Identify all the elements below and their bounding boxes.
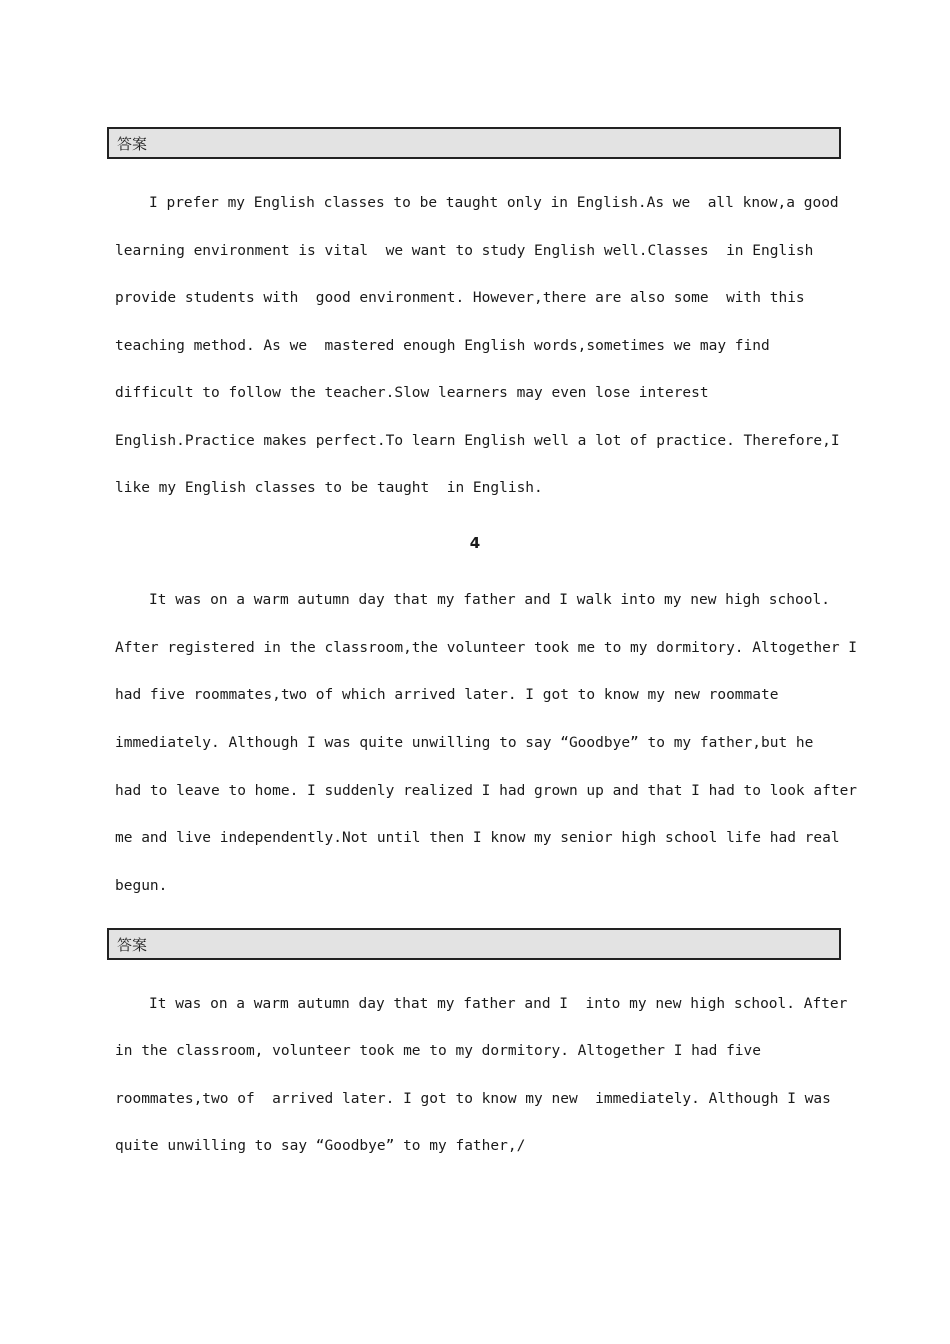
text-line: After registered in the classroom,the volunteer took me to my dormitory. Altogether I — [115, 640, 858, 656]
answer-label: 答案 — [117, 936, 148, 954]
text-line: difficult to follow the teacher.Slow learners may even lose interest — [115, 385, 709, 401]
text-line: like my English classes to be taught in English. — [115, 480, 543, 496]
text-line: teaching method. As we mastered enough English words,sometimes we may find — [115, 338, 770, 354]
text-line: I prefer my English classes to be taught only in English.As we all know,a good — [149, 195, 839, 211]
text-line: It was on a warm autumn day that my father and I into my new high school. After — [149, 996, 848, 1012]
text-line: roommates,two of arrived later. I got to know my new immediately. Although I was — [115, 1091, 831, 1107]
text-line: had to leave to home. I suddenly realized I had grown up and that I had to look after — [115, 783, 858, 799]
text-line: learning environment is vital we want to study English well.Classes in English — [115, 243, 814, 259]
text-line: immediately. Although I was quite unwilling to say “Goodbye” to my father,but he — [115, 735, 814, 751]
text-line: quite unwilling to say “Goodbye” to my father,/ — [115, 1138, 526, 1154]
answer-header — [107, 928, 841, 960]
answer-label: 答案 — [117, 135, 148, 153]
text-line: begun. — [115, 878, 168, 894]
answer-header — [107, 127, 841, 159]
text-line: provide students with good environment. However,there are also some with this — [115, 290, 805, 306]
text-line: It was on a warm autumn day that my father and I walk into my new high school. — [149, 592, 830, 608]
text-line: had five roommates,two of which arrived later. I got to know my new roommate — [115, 687, 779, 703]
text-line: English.Practice makes perfect.To learn English well a lot of practice. Therefore,I — [115, 433, 840, 449]
text-line: me and live independently.Not until then I know my senior high school life had real — [115, 830, 840, 846]
question-number: 4 — [469, 534, 481, 552]
text-line: in the classroom, volunteer took me to my dormitory. Altogether I had five — [115, 1043, 762, 1059]
